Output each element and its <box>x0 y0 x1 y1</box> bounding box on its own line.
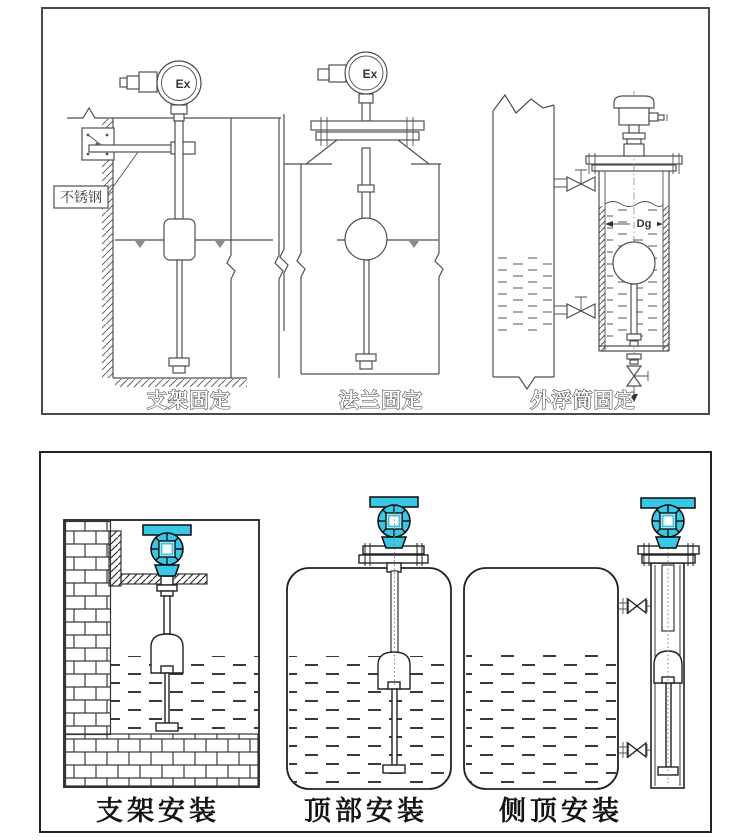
figure-label-external-chamber-fixing: 外浮筒固定 <box>530 390 636 412</box>
ex-mark: Ex <box>175 77 191 91</box>
ex-mark: Ex <box>362 67 378 81</box>
figure-label-flange-fixing: 法兰固定 <box>339 390 423 412</box>
dg-dimension-label: Dg <box>636 218 652 230</box>
figure-label-bracket-install: 支架安装 <box>96 796 220 826</box>
material-note: 不锈钢 <box>60 189 102 205</box>
transmitter-head <box>641 498 695 548</box>
external-chamber-fixing-drawing <box>481 9 709 413</box>
installation-methods-panel <box>39 451 712 833</box>
bracket-install-drawing <box>41 453 281 834</box>
fixing-methods-panel <box>41 7 710 415</box>
bracket-fixing-drawing <box>43 9 289 413</box>
side-top-install-drawing <box>456 453 713 834</box>
flange-fixing-drawing <box>271 9 481 413</box>
figure-label-top-install: 顶部安装 <box>304 796 428 826</box>
top-install-drawing <box>281 453 481 834</box>
figure-label-side-top-install: 侧顶安装 <box>499 796 623 826</box>
figure-label-bracket-fixing: 支架固定 <box>147 390 231 412</box>
